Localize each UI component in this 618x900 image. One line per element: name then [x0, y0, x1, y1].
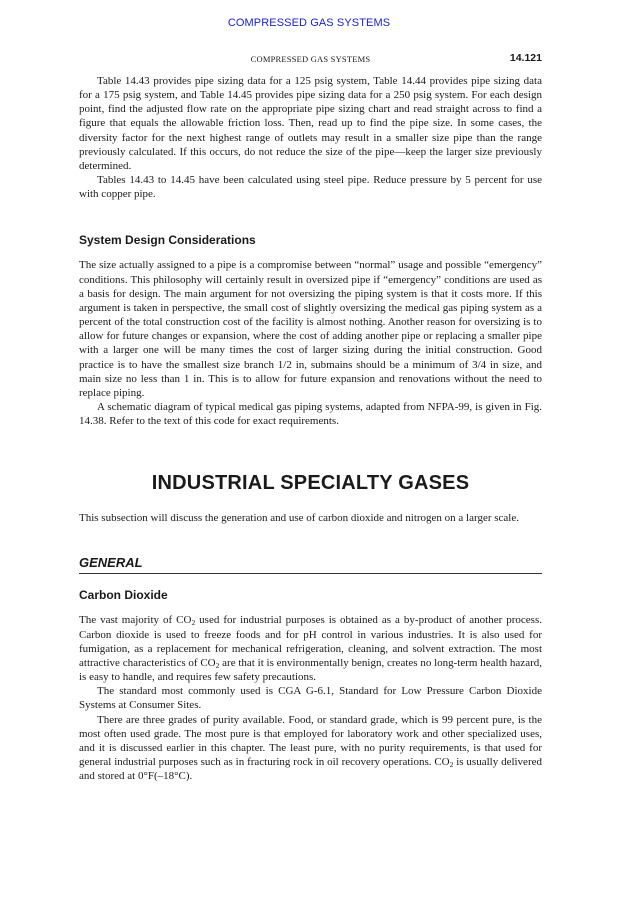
heading-carbon-dioxide: Carbon Dioxide [79, 588, 168, 603]
page-number: 14.121 [509, 52, 542, 64]
subscript-2: 2 [191, 618, 196, 628]
text-fragment: There are three grades of purity available. Food, or standard grade, which is 99 percent pure, is the most often used grade. The most pure is that employed for laboratory work and other specialized uses, and it is discussed earlier in this chapter. The least pure, with no purity requirements, is that used for general industrial purposes such as in fracturing rock in oil recovery operations. CO [79, 713, 542, 768]
text-fragment: are that it is environmentally benign, creates no long-term health hazard, is easy to handle, and requires few safety precautions. [79, 656, 542, 684]
heading-industrial-specialty-gases: INDUSTRIAL SPECIALTY GASES [151, 472, 470, 495]
running-title: COMPRESSED GAS SYSTEMS [250, 54, 371, 64]
heading-general: GENERAL [79, 555, 542, 574]
paragraph-pipe-size-compromise: The size actually assigned to a pipe is a compromise between “normal” usage and possible “emergency” conditions. This philosophy will certainly result in oversized pipe if “emergency” conditions are used as a basis for design. The main argument for not oversizing the piping system is that it costs more. If this argument is taken in perspective, the small cost of slightly oversizing the medical gas piping system as a percent of the total construction cost of the facility is almost nothing. Another reason for oversizing is to allow for future changes or expansion, where the cost of adding another pipe or replacing a smaller pipe with a larger one will be many times the cost of larger sizing during the initial construction. Good practice is to have the smallest size branch 1/2 in, submains should be a minimum of 3/4 in size, and main size no less than 1 in. This is to allow for future expansion and renovations without the need to replace piping. [79, 259, 542, 399]
text-fragment: used for industrial purposes is obtained as a by-product of another process. Carbon dioxide is used to freeze foods and for pH control in various industries. It is also used for fumigation, as a replacement for mechanical refrigeration, cleaning, and solvent extraction. The most attractive characteristics of CO [79, 614, 542, 669]
paragraph-pipe-sizing-tables: Table 14.43 provides pipe sizing data for a 125 psig system, Table 14.44 provides pipe sizing data for a 175 psig system, and Table 14.45 provides pipe sizing data for a 250 psig system. For each design point, find the adjusted flow rate on the appropriate pipe sizing chart and read straight across to find a figure that equals the allowable friction loss. Then, read up to find the pipe size. In some cases, the diversity factor for the next highest range of outlets may result in a smaller size pipe than the range previously calculated. If this occurs, do not reduce the size of the pipe—keep the larger size previously determined. [79, 75, 542, 172]
text-fragment: The vast majority of CO [79, 614, 192, 627]
running-head [79, 54, 542, 68]
paragraph-subsection-intro: This subsection will discuss the generation and use of carbon dioxide and nitrogen on a larger scale. [79, 512, 519, 525]
heading-system-design-considerations: System Design Considerations [79, 233, 256, 248]
paragraph-co2-byproduct [79, 613, 542, 684]
paragraph-purity-grades [79, 713, 542, 784]
paragraph-cga-standard: The standard most commonly used is CGA G-6.1, Standard for Low Pressure Carbon Dioxide Systems at Consumer Sites. [79, 685, 542, 712]
page-content [79, 74, 542, 783]
subscript-2: 2 [215, 660, 220, 670]
subscript-2: 2 [449, 760, 454, 769]
site-header: COMPRESSED GAS SYSTEMS [227, 17, 391, 29]
paragraph-steel-pipe-note: Tables 14.43 to 14.45 have been calculated using steel pipe. Reduce pressure by 5 percent for use with copper pipe. [79, 174, 542, 201]
text-fragment: is usually delivered and stored at 0°F(–18°C). [79, 756, 542, 783]
paragraph-schematic-diagram: A schematic diagram of typical medical gas piping systems, adapted from NFPA-99, is given in Fig. 14.38. Refer to the text of this code for exact requirements. [79, 400, 542, 428]
